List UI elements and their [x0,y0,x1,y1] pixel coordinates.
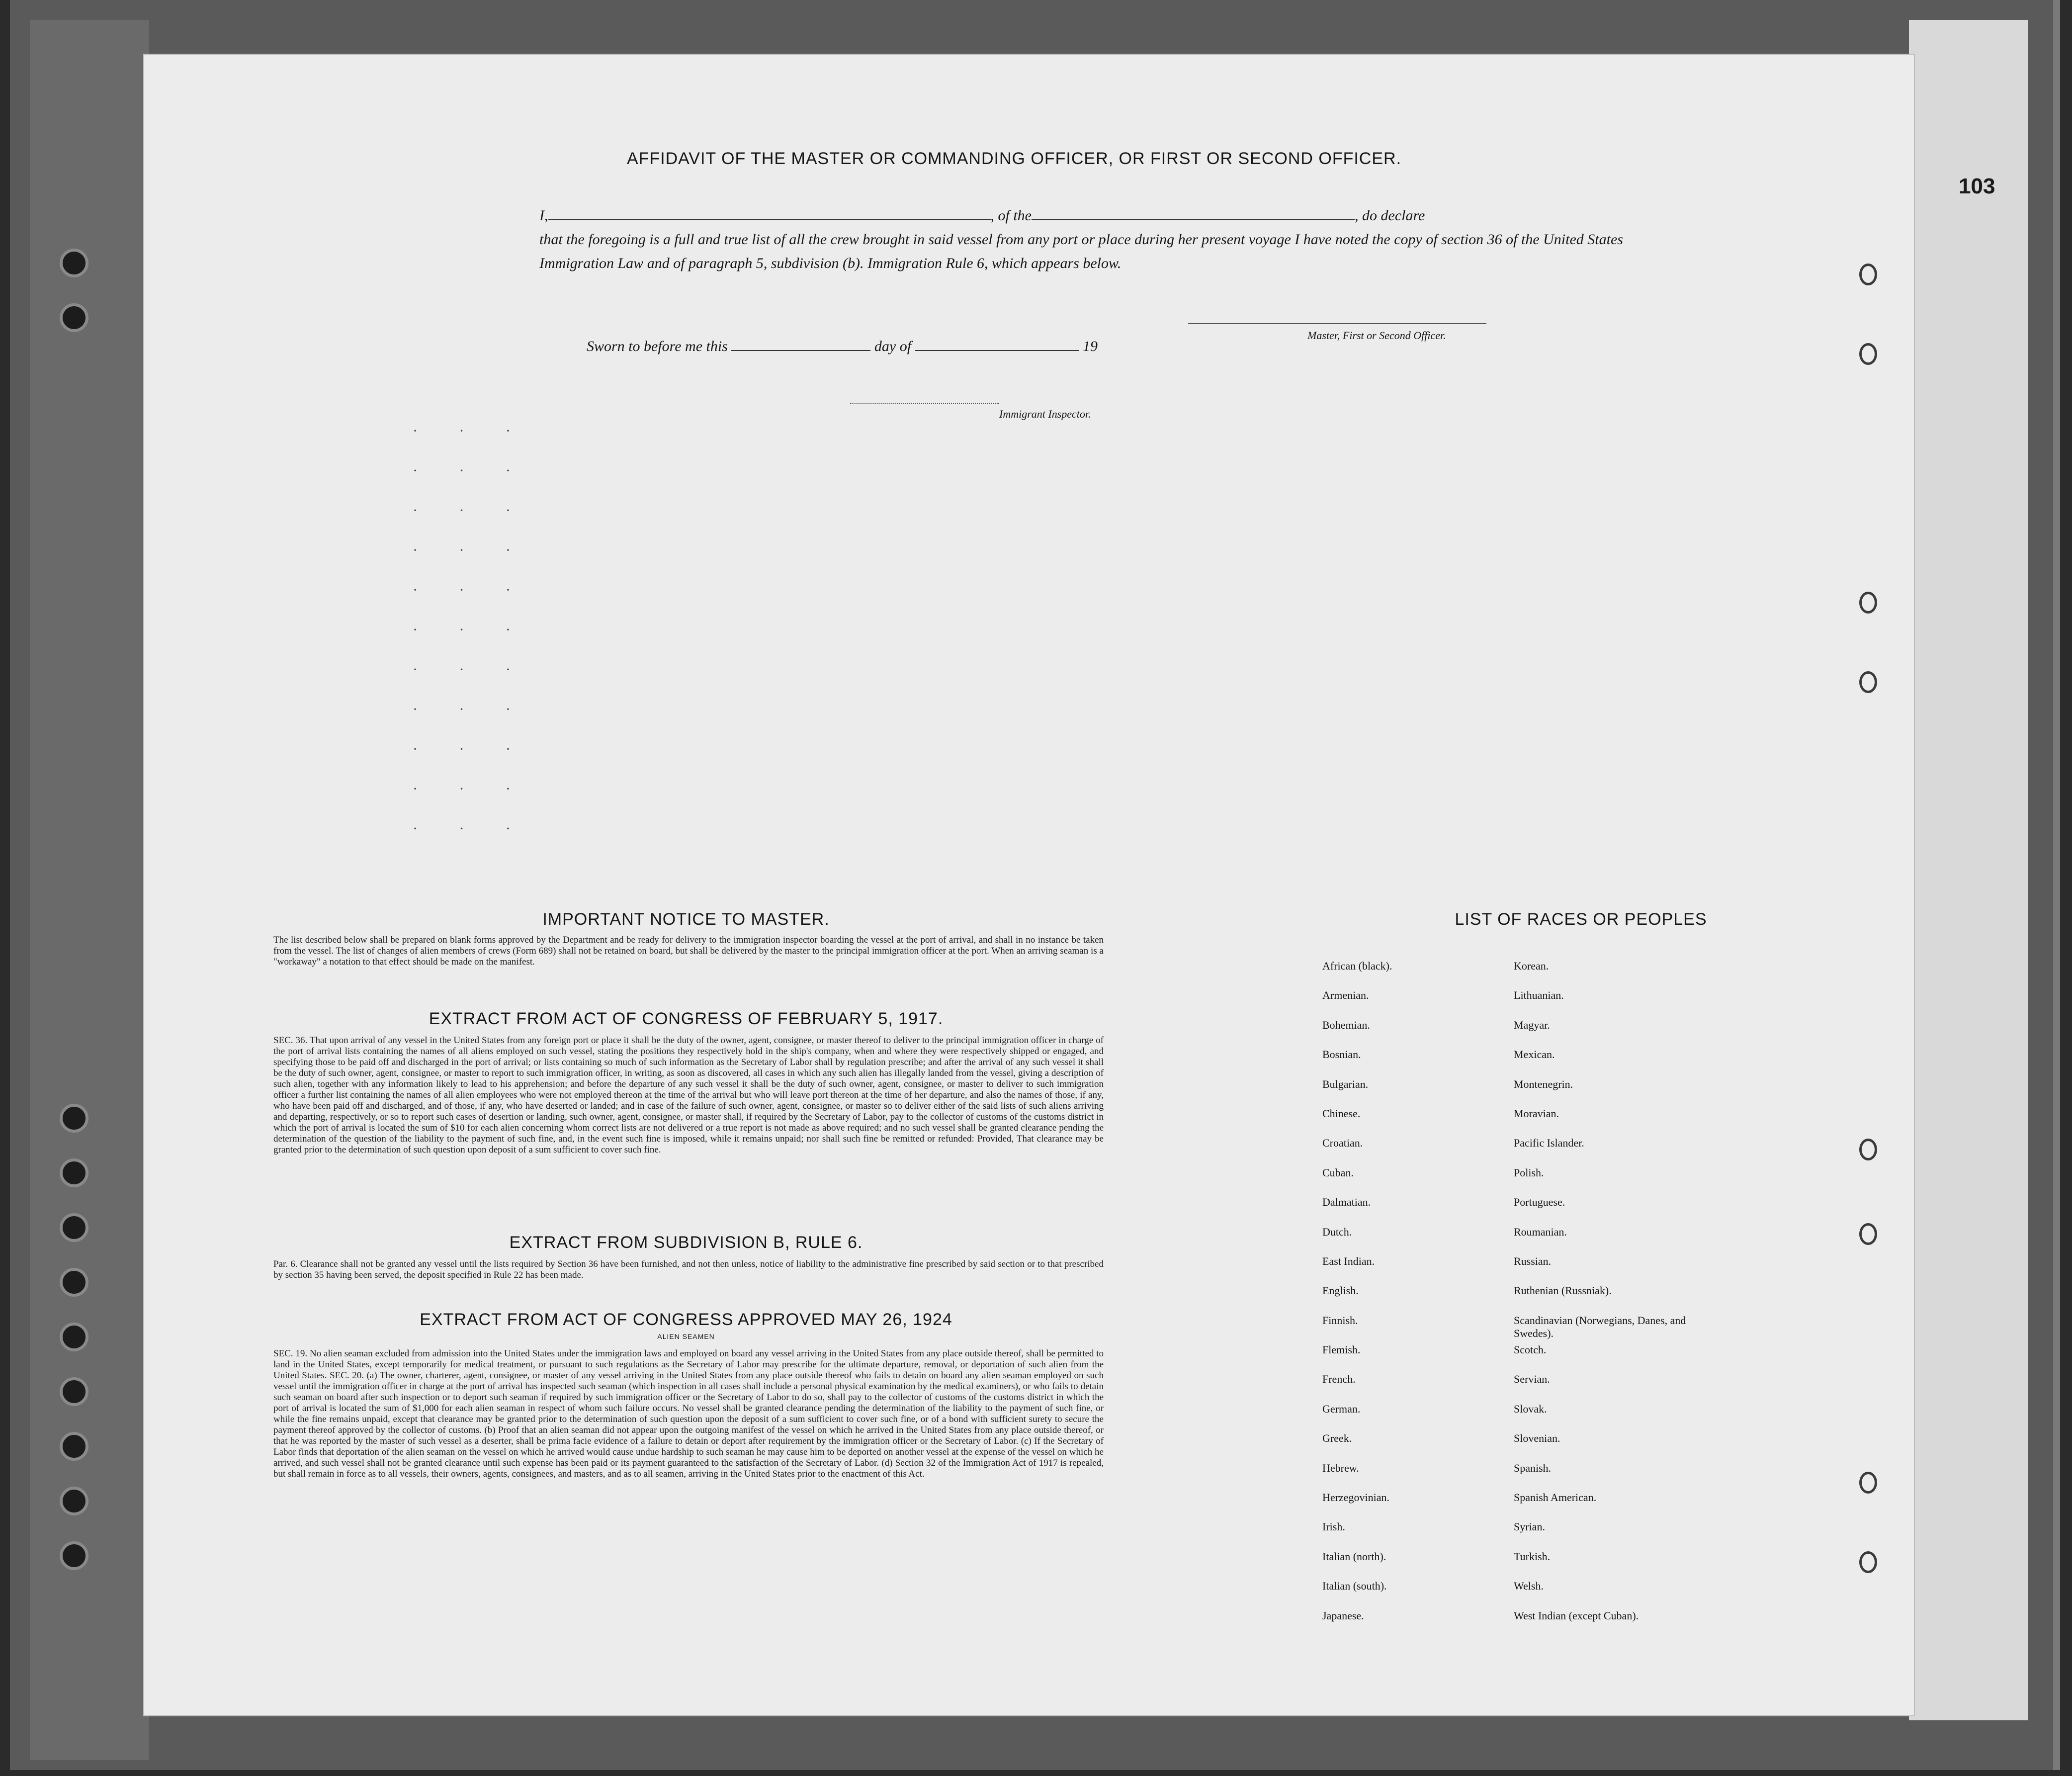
affidavit-body [539,204,1678,275]
manifest-page [144,55,1914,1715]
race-item: Polish. [1514,1166,1544,1179]
races-right-column [1514,960,1727,1639]
race-item: Russian. [1514,1254,1552,1267]
race-item: Ruthenian (Russniak). [1514,1284,1612,1297]
punch-hole-icon [1859,1472,1877,1494]
inspector-label: Immigrant Inspector. [999,408,1091,420]
race-item: Korean. [1514,960,1549,972]
races-left-column [1322,960,1511,1639]
notice-title: IMPORTANT NOTICE TO MASTER. [542,910,830,929]
binder-hole-icon [60,1541,88,1570]
inspector-signature-line[interactable] [850,403,999,404]
race-item: African (black). [1322,960,1392,972]
race-item: Dalmatian. [1322,1196,1371,1209]
leader-dots: · · · · · · · · · · · · · · · · · · · · · · · · · · · · · · · · · [413,423,529,837]
punch-hole-icon [1859,1551,1877,1573]
day-of-label: day of [874,338,912,355]
race-item: Spanish American. [1514,1491,1597,1504]
sworn-line [587,338,1098,355]
race-item: Herzegovinian. [1322,1491,1389,1504]
extract-1917-text: SEC. 36. That upon arrival of any vessel in the United States from any foreign port or place it shall be the duty of the owner, agent, consignee, or master thereof to deliver to the principal immigration officer in charge of the port of arrival lists containing the names of all aliens employed on such vessel, stating the positions they respectively hold in the ship's company, when and where they were respectively shipped or engaged, and specifying those to be paid off and discharged in the port of arrival; or lists containing so much of such information as the Secretary of Labor shall by regulation prescribe; and after the arrival of any such vessel it shall be the duty of such owner, agent, consignee, or master to report to such immigration officer, in writing, as soon as discovered, all cases in which any such alien has illegally landed from the vessel, giving a description of such alien, together with any information likely to lead to his apprehension; and before the departure of any such vessel it shall be the duty of such owner, agent, consignee, or master to deliver to such immigration officer a further list containing the names of all alien employees who were not employed thereon at the time of the arrival but who will leave port thereon at the time of her departure, and also the names of those, if any, who have been paid off and discharged, and of those, if any, who have deserted or landed; and in case of the failure of such owner, agent, consignee, or master so to deliver either of the said lists of such aliens arriving and departing, respectively, or so to report such cases of desertion or landing, such owner, agent, consignee, or master shall, if required by the Secretary of Labor, pay to the collector of customs of the customs district in which the port of arrival is located the sum of $10 for each alien concerning whom correct lists are not delivered or a true report is not made as above required; and no such vessel shall be granted clearance pending the determination of the question of the liability to the payment of such fine, and, in the event such fine is imposed, while it remains unpaid; nor shall such fine be remitted or refunded: Provided, That clearance may be granted prior to the determination of such question upon deposit of a sum sufficient to cover such fine. [273,1035,1104,1155]
race-item: Armenian. [1322,989,1369,1002]
race-item: Scandinavian (Norwegians, Danes, and Swedes). [1514,1314,1686,1339]
race-item: Mexican. [1514,1048,1555,1061]
extract-1924-subtitle: ALIEN SEAMEN [657,1332,715,1340]
race-item: Lithuanian. [1514,989,1564,1002]
punch-hole-icon [1859,671,1877,693]
punch-hole-icon [1859,343,1877,365]
declaration-line [539,204,1678,228]
race-item: Irish. [1322,1520,1345,1533]
notice-text: The list described below shall be prepared on blank forms approved by the Department and be ready for delivery to the immigration inspector boarding the vessel at the port of arrival, and shall in no instance be taken from the vessel. The list of changes of alien members of crews (Form 689) shall not be retained on board, but shall be delivered by the master to the principal immigration officer at the port. When an arriving seaman is a "workaway" a notation to that effect should be made on the manifest. [273,935,1104,967]
rule6-title: EXTRACT FROM SUBDIVISION B, RULE 6. [509,1233,863,1252]
race-item: Pacific Islander. [1514,1137,1584,1150]
race-item: German. [1322,1402,1361,1415]
race-item: Croatian. [1322,1137,1363,1150]
race-item: Turkish. [1514,1550,1551,1563]
punch-hole-icon [1859,592,1877,614]
race-item: Japanese. [1322,1609,1364,1622]
binder-hole-icon [60,1432,88,1461]
binder-margin [30,20,149,1760]
race-item: English. [1322,1284,1359,1297]
race-item: Welsh. [1514,1580,1544,1593]
race-item: Scotch. [1514,1343,1547,1356]
race-item: Bosnian. [1322,1048,1361,1061]
race-item: Magyar. [1514,1018,1550,1031]
race-item: East Indian. [1322,1254,1375,1267]
binder-hole-icon [60,249,88,277]
race-item: Roumanian. [1514,1225,1567,1238]
affidavit-title: AFFIDAVIT OF THE MASTER OR COMMANDING OFFICER, OR FIRST OR SECOND OFFICER. [626,149,1402,168]
rule6-text: Par. 6. Clearance shall not be granted any vessel until the lists required by Section 36 have been furnished, and not then unless, notice of liability to the administrative fine prescribed by said section or to that prescribed by section 35 having been served, the deposit specified in Rule 22 has been made. [273,1259,1104,1280]
race-item: Italian (south). [1322,1580,1387,1593]
race-item: Greek. [1322,1432,1352,1445]
punch-hole-icon [1859,1139,1877,1160]
year-label: 19 [1083,338,1098,355]
race-item: Flemish. [1322,1343,1361,1356]
race-item: Spanish. [1514,1461,1552,1474]
race-item: Portuguese. [1514,1196,1565,1209]
race-item: Chinese. [1322,1107,1361,1120]
binder-hole-icon [60,303,88,332]
binder-hole-icon [60,1158,88,1187]
do-declare-label: , do declare [1355,207,1425,224]
extract-1924-text: SEC. 19. No alien seaman excluded from admission into the United States under the immigration laws and employed on board any vessel arriving in the United States from any place outside thereof, shall be permitted to land in the United States, except temporarily for medical treatment, or pursuant to such regulations as the Secretary of Labor may prescribe for the ultimate departure, removal, or deportation of such alien from the United States. SEC. 20. (a) The owner, charterer, agent, consignee, or master of any vessel arriving in the United States from any place outside thereof who fails to detain on board any alien seaman employed on such vessel until the immigration officer in charge at the port of arrival has inspected such seaman (which inspection in all cases shall include a personal physical examination by the medical examiners), or who fails to detain such seaman on board after such inspection or to deport such seaman if required by such immigration officer or the Secretary of Labor to do so, shall pay to the collector of customs of the customs district in which the port of arrival is located the sum of $1,000 for each alien seaman in respect of whom such failure occurs. No vessel shall be granted clearance pending the determination of the liability to the payment of such fine, or while the fine remains unpaid, except that clearance may be granted prior to the determination of such question upon the deposit of a sum sufficient to cover such fine, or of a bond with sufficient surety to secure the payment thereof approved by the collector of customs. (b) Proof that an alien seaman did not appear upon the outgoing manifest of the vessel on which he arrived in the United States from any place outside thereof, or that he was reported by the master of such vessel as a deserter, shall be prima facie evidence of a failure to detain or deport after requirement by the immigration officer or the Secretary of Labor. (c) If the Secretary of Labor finds that deportation of the alien seaman on the vessel on which he arrived would cause undue hardship to such seaman he may cause him to be deported on another vessel at the expense of the vessel on which he arrived, and such vessel shall not be granted clearance until such expense has been paid or its payment guaranteed to the satisfaction of the Secretary of Labor. (d) Section 32 of the Immigration Act of 1917 is repealed, but shall remain in force as to all vessels, their owners, agents, consignees, and masters, and as to all seamen, arriving in the United States prior to the enactment of this Act. [273,1348,1104,1479]
punch-hole-icon [1859,264,1877,285]
binder-hole-icon [60,1377,88,1406]
race-item: Finnish. [1322,1314,1358,1327]
page-number: 103 [1959,174,1995,198]
name-blank[interactable] [548,219,991,220]
race-item: Slovak. [1514,1402,1547,1415]
race-item: Bulgarian. [1322,1077,1369,1090]
day-blank[interactable] [731,350,870,351]
binder-hole-icon [60,1104,88,1133]
race-item: Cuban. [1322,1166,1354,1179]
signature-line[interactable] [1188,323,1486,324]
punch-hole-icon [1859,1223,1877,1245]
race-item: Moravian. [1514,1107,1559,1120]
binder-hole-icon [60,1323,88,1351]
affidavit-text: that the foregoing is a full and true list of all the crew brought in said vessel from any port or place during her present voyage I have noted the copy of section 36 of the United States Immigration Law and of paragraph 5, subdivision (b). Immigration Rule 6, which appears below. [539,231,1623,271]
race-item: Italian (north). [1322,1550,1386,1563]
race-item: Bohemian. [1322,1018,1370,1031]
i-label: I, [539,207,548,224]
extract-1924-title: EXTRACT FROM ACT OF CONGRESS APPROVED MAY 26, 1924 [420,1310,952,1329]
race-item: French. [1322,1373,1356,1386]
races-title: LIST OF RACES OR PEOPLES [1455,910,1707,929]
month-blank[interactable] [915,350,1079,351]
of-the-label: , of the [990,207,1032,224]
race-item: Slovenian. [1514,1432,1560,1445]
binder-hole-icon [60,1213,88,1242]
race-item: Hebrew. [1322,1461,1359,1474]
underlying-page-edge [1909,20,2028,1720]
sworn-prefix: Sworn to before me this [587,338,728,355]
extract-1917-title: EXTRACT FROM ACT OF CONGRESS OF FEBRUARY 5, 1917. [429,1009,944,1028]
vessel-blank[interactable] [1032,219,1355,220]
race-item: Montenegrin. [1514,1077,1573,1090]
race-item: Syrian. [1514,1520,1545,1533]
signature-label: Master, First or Second Officer. [1307,329,1446,342]
race-item: Dutch. [1322,1225,1352,1238]
binder-hole-icon [60,1268,88,1297]
race-item: West Indian (except Cuban). [1514,1609,1639,1622]
race-item: Servian. [1514,1373,1550,1386]
binder-hole-icon [60,1487,88,1515]
